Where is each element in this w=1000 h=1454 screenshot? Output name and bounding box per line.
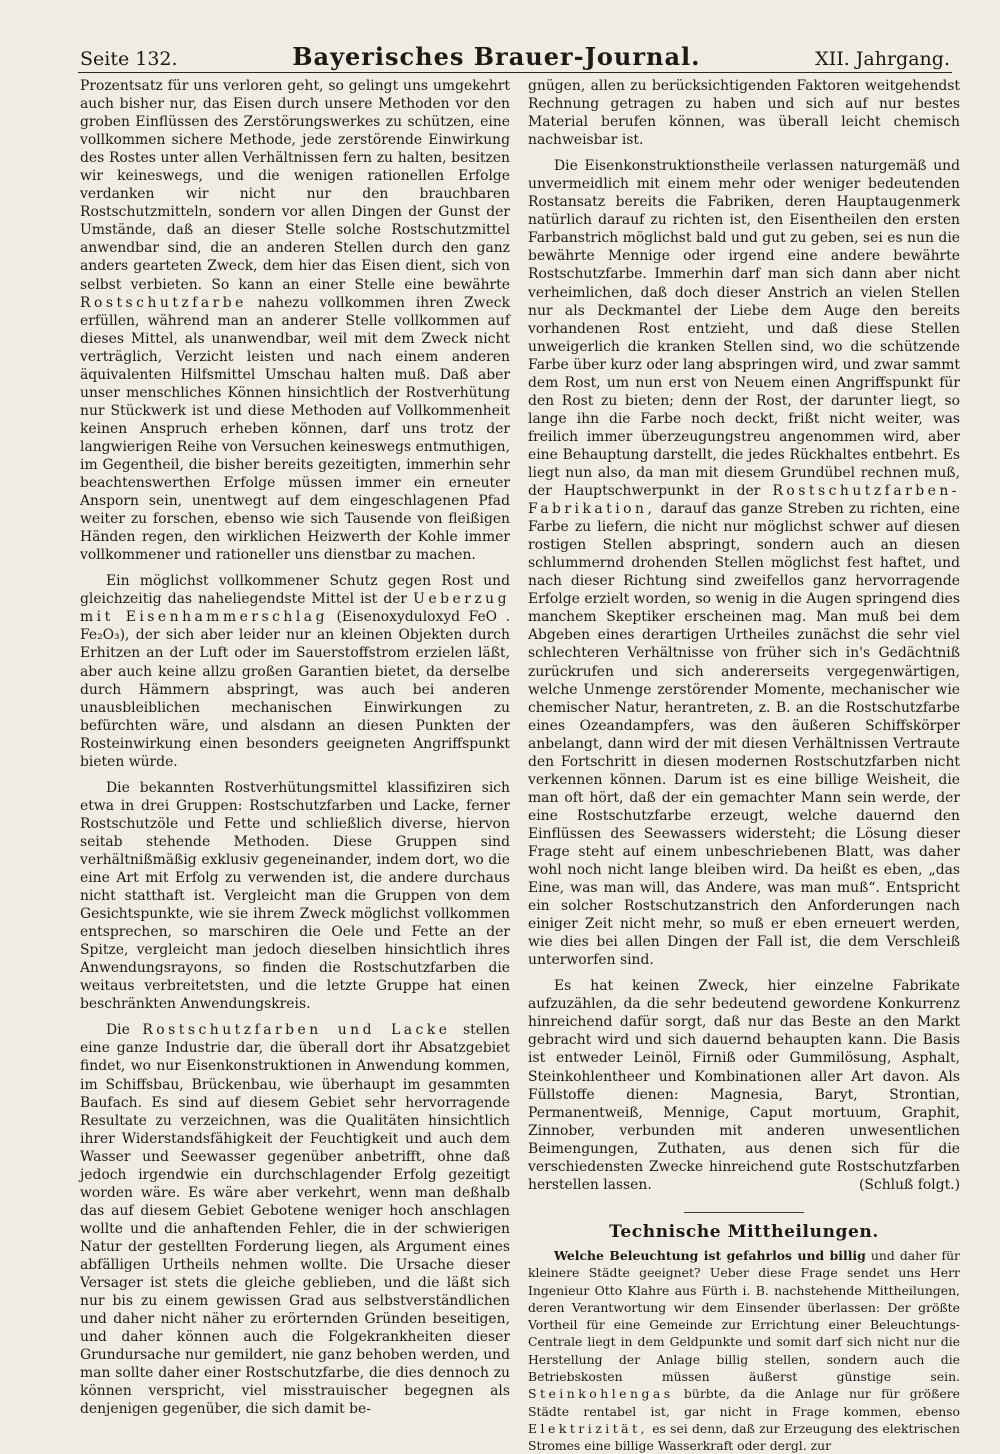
right-paragraph-2: Die Eisenkonstruktionstheile verlassen naturgemäß und unvermeidlich mit einem mehr oder weniger bedeutenden Rostansatz bereits die Fabriken, deren Hauptaugenmerk natürlich darauf zu richten ist, den Eisentheilen den ersten Farbanstrich möglichst bald und gut zu geben, sei es nun die bewährte Mennige oder irgend eine andere bewährte Rostschutzfarbe. Immerhin darf man sich dann aber nicht verheimlichen, daß doch dieser Anstrich an vielen Stellen nur als Deckmantel der Liebe dem Auge den bereits vorhandenen Rost entzieht, und daß diese Stellen unweigerlich die kranken Stellen sind, wo die schützende Farbe über kurz oder lang abspringen wird, und zwar sammt dem Rost, um nun erst von Neuem einen Angriffspunkt für den Rost zu bieten; denn der Rost, der darunter liegt, so lange ihn die Farbe noch deckt, frißt nicht weiter, was freilich immer überzeugungstreu angenommen wird, aber eine Behauptung darstellt, die jedes Rückhaltes entbehrt. Es liegt nun also, da man mit diesem Grundübel rechnen muß, der Hauptschwerpunkt in der Rostschutzfarben-Fabrikation, darauf das ganze Streben zu richten, eine Farbe zu liefern, die nicht nur möglichst schwer auf diesen rostigen Stellen abspringt, sondern auch an diesen schlummernd drohenden Stellen möglichst fest haftet, und nach dieser Richtung sind zweifellos ganz hervorragende Erfolge erzielt worden, so wenig in die Augen springend dies manchem Skeptiker erscheinen mag. Man muß bei dem Abgeben eines derartigen Urtheiles zunächst die sehr viel schlechteren Verhältnisse von früher sich in's Gedächtniß zurückrufen und sich andererseits vergegenwärtigen, welche Unmenge zerstörender Momente, mechanischer wie chemischer Natur, herantreten, z. B. an die Rostschutzfarbe eines Ozeandampfers, was den äußeren Schiffskörper anbelangt, dann wird der mit diesen Verhältnissen Vertraute den Fortschritt in diesen modernen Rostschutzfarben nicht verkennen können. Darum ist es eine billige Weisheit, die man oft hört, daß der ein gemachter Mann sein werde, der eine Rostschutzfarbe erzeugt, welche dauernd den Einflüssen des Seewassers widersteht; die Lösung dieser Frage steht auf einem unbeschriebenen Blatt, was daher wohl noch nicht lange bleiben wird. Da heißt es eben, „das Eine, was man will, das Andere, was man muß“. Entspricht ein solcher Rostschutzanstrich den Anforderungen nach einiger Zeit nicht mehr, so muß er eben erneuert werden, wie dies bei allen Dingen der Fall ist, die dem Verschleiß unterworfen sind. [528,158,961,969]
right-column [528,77,960,1454]
left-column [80,77,510,1418]
left-paragraph-4: Die Rostschutzfarben und Lacke stellen eine ganze Industrie dar, die überall dort ihr Absatzgebiet findet, wo nur Eisenkonstruktionen in Anwendung kommen, im Schiffsbau, Brückenbau, wie überhaupt im gesammten Baufach. Es sind auf diesem Gebiet sehr hervorragende Resultate zu verzeichnen, was die Qualitäten hinsichtlich ihrer Widerstandsfähigkeit der Feuchtigkeit und auch dem Wasser und Seewasser gegenüber anbetrifft, ohne daß jedoch irgendwie ein durchschlagender Erfolg gezeitigt worden wäre. Es wäre aber verkehrt, wenn man deßhalb das auf diesem Gebiet Gebotene weniger hoch anschlagen wollte und die anhaftenden Fehler, die in der schwierigen Natur der gestellten Forderung liegen, als Argument eines abfälligen Urtheils nehmen wollte. Die Ursache dieser Versager ist stets die gleiche geblieben, und die läßt sich nur bis zu einem gewissen Grad aus selbstverständlichen und daher nicht näher zu erörternden Gründen beseitigen, und daher können auch die Folgekrankheiten dieser Grundursache nur gemildert, nie ganz behoben werden, und man sollte daher einer Rostschutzfarbe, die dies dennoch zu können verspricht, viel misstrauischer begegnen als denjenigen gegenüber, die sich damit be- [80,1022,510,1418]
section-divider [684,1212,804,1213]
header-rule [78,72,952,73]
spaced-term: Steinkohlengas [528,1386,674,1402]
spaced-term: Rostschutzfarben-Fabrikation, [528,483,961,518]
journal-title: Bayerisches Brauer-Journal. [292,42,701,71]
spaced-term: Ueberzug mit Eisenhammerschlag [80,591,510,626]
right-paragraph-3: Es hat keinen Zweck, hier einzelne Fabrikate aufzuzählen, da die sehr bedeutend gewordene Konkurrenz hinreichend dafür sorgt, daß nur das Beste an den Markt gebracht wird und sich dauernd behaupten kann. Die Basis ist entweder Leinöl, Firniß oder Gummilösung, Asphalt, Steinkohlentheer und Kombinationen aller Art davon. Als Füllstoffe dienen: Magnesia, Baryt, Strontian, Permanentweiß, Mennige, Caput mortuum, Graphit, Zinnober, verbunden mit anderen unwesentlichen Beimengungen, Zuthaten, aus denen sich für die verschiedensten Zwecke hinreichend gute Rostschutzfarben herstellen lassen. (Schluß folgt.) [528,978,960,1193]
volume-label: XII. Jahrgang. [815,48,950,70]
right-paragraph-1: gnügen, allen zu berücksichtigenden Faktoren weitgehendst Rechnung getragen zu haben und sich auf nur bestes Material berufen können, was überall leicht chemisch nachweisbar ist. [528,78,960,149]
left-paragraph-3: Die bekannten Rostverhütungsmittel klassifiziren sich etwa in drei Gruppen: Rostschutzfarben und Lacke, ferner Rostschutzöle und Fette und schließlich diverse, hiervon seitab stehende Methoden. Diese Gruppen sind verhältnißmäßig exklusiv gegeneinander, indem dort, wo die eine Art mit Erfolg zu verwenden ist, die andere durchaus nicht statthaft ist. Vergleicht man die Gruppen von dem Gesichtspunkte, wie sie ihrem Zweck möglichst vollkommen entsprechen, so marschiren die Oele und Fette an der Spitze, vergleicht man jedoch dieselben hinsichtlich ihres Anwendungsrayons, so finden die Rostschutzfarben die weitaus verbreitetsten, und die letzte Gruppe hat einen beschränkten Anwendungskreis. [80,779,510,1013]
left-paragraph-2: Ein möglichst vollkommener Schutz gegen Rost und gleichzeitig das naheliegendste Mittel ist der Ueberzug mit Eisenhammerschlag (Eisenoxyduloxyd FeO . Fe₂O₃), der sich aber leider nur an kleinen Objekten durch Erhitzen an der Luft oder im Sauerstoffstrom erzielen läßt, aber auch keine allzu großen Garantien bietet, da derselbe durch Hämmern abspringt, was auch bei anderen unausbleiblichen mechanischen Einwirkungen zu befürchten wäre, und alsdann an diesen Punkten der Rosteinwirkung einen besonders geeigneten Angriffspunkt bieten würde. [80,573,510,770]
left-paragraph-1: Prozentsatz für uns verloren geht, so gelingt uns umgekehrt auch bisher nur, das Eisen durch unsere Methoden vor den groben Einflüssen des Zerstörungswerkes zu schützen, eine vollkommen sichere Methode, jede zerstörende Einwirkung des Rostes unter allen Verhältnissen fern zu halten, besitzen wir keineswegs, und die wenigen rationellen Erfolge verdanken wir nicht nur den brauchbaren Rostschutzmitteln, sondern vor allen Dingen der Gunst der Umstände, daß an dieser Stelle solche Rostschutzmittel anwendbar sind, die an anderen Stellen durch den ganz anders gearteten Zweck, dem hier das Eisen dient, sich von selbst verbieten. So kann an einer Stelle eine bewährte Rostschutzfarbe nahezu vollkommen ihren Zweck erfüllen, während man an anderer Stelle vollkommen auf dieses Mittel, als unanwendbar, weil mit dem Zweck nicht verträglich, Verzicht leisten und nach einem anderen äquivalenten Hilfsmittel Umschau halten muß. Daß aber unser menschliches Können hinsichtlich der Rostverhütung nur Stückwerk ist und diese Methoden auf Vollkommenheit keinen Anspruch erheben können, darf uns trotz der langwierigen Reihe von Versuchen keineswegs entmuthigen, im Gegentheil, die bisher bereits gezeitigten, immerhin sehr beachtenswerthen Erfolge müssen immer ein erneuter Ansporn sein, unentwegt auf dem eingeschlagenen Pfad weiter zu forschen, ebenso wie sich Tausende von fleißigen Händen regen, den wirklichen Heizwerth der Kohle immer vollkommener und rationeller uns dienstbar zu machen. [80,78,510,564]
technical-notes [528,1247,960,1454]
page-header [80,42,950,72]
section-title: Technische Mittheilungen. [609,1221,879,1242]
spaced-term: Elektrizität, [528,1420,648,1436]
spaced-term: Rostschutzfarbe [80,294,247,311]
spaced-term: Rostschutzfarben und Lacke [142,1022,451,1039]
page-number: Seite 132. [80,48,178,70]
technical-note-paragraph: Welche Beleuchtung ist gefahrlos und billig und daher für kleinere Städte geeignet? Ueber diese Frage sendet uns Herr Ingenieur Otto Klahre aus Fürth i. B. nachstehende Mittheilungen, deren Verantwortung wir dem Einsender überlassen: Der größte Vortheil für eine Gemeinde zur Errichtung einer Beleuchtungs-Centrale liegt in dem Geldpunkte und somit darf sich nicht nur die Herstellung der Anlage billig stellen, sondern auch die Betriebskosten müssen äußerst günstige sein. Steinkohlengas bürbte, da die Anlage nur für größere Städte rentabel ist, gar nicht in Frage kommen, ebenso Elektrizität, es sei denn, daß zur Erzeugung des elektrischen Stromes eine billige Wasserkraft oder dergl. zur [528,1247,960,1454]
to-be-continued: (Schluß folgt.) [859,1176,960,1193]
note-heading: Welche Beleuchtung ist gefahrlos und billig [554,1247,866,1263]
